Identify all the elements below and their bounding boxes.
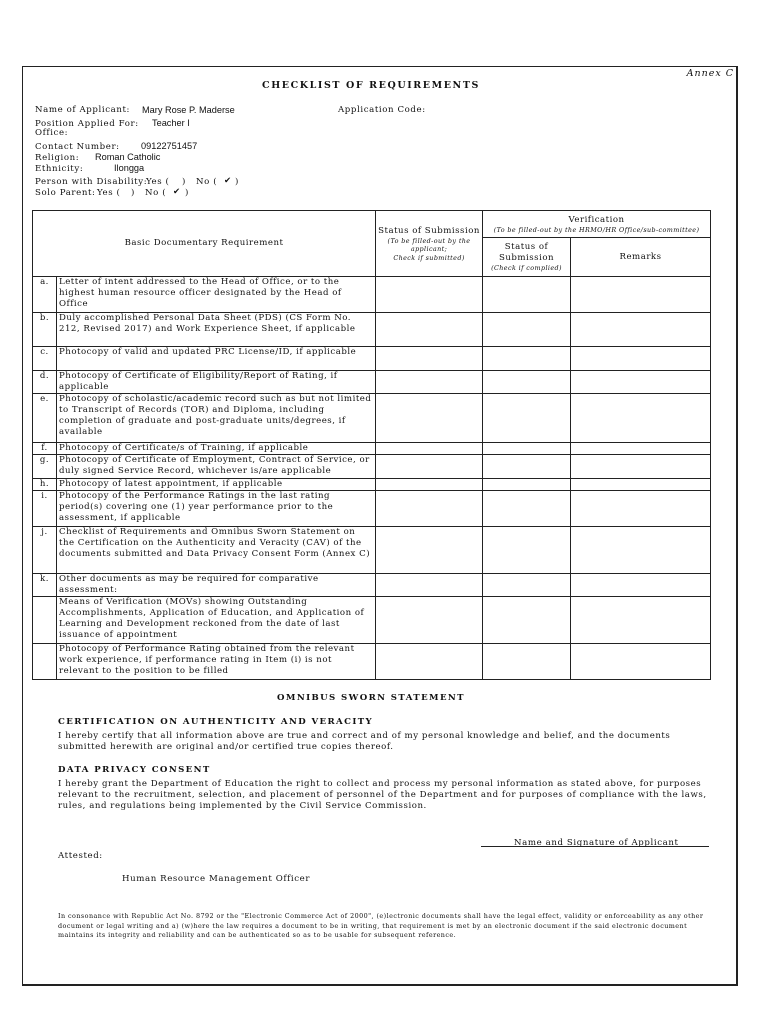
row-text: Photocopy of latest appointment, if applicable <box>57 479 376 491</box>
certification-text: I hereby certify that all information above are true and correct and of my personal knowledge and belief, and the documents submitted herewith are original and/or certified true copies thereof. <box>58 731 671 752</box>
row-text: Photocopy of valid and updated PRC License/ID, if applicable <box>57 347 376 371</box>
row-text: Letter of intent addressed to the Head of Office, or to the highest human resource officer designated by the Head of Office <box>57 277 376 313</box>
verification-title: Verification <box>568 214 625 225</box>
office-label: Office: <box>35 128 69 138</box>
ver-status-cell[interactable] <box>483 479 571 491</box>
status-cell[interactable] <box>376 371 483 394</box>
name-value[interactable]: Mary Rose P. Maderse <box>142 105 235 115</box>
omnibus-title: OMNIBUS SWORN STATEMENT <box>277 693 465 703</box>
solo-no[interactable]: No ( <box>145 188 167 198</box>
status-cell[interactable] <box>376 277 483 313</box>
verification-header <box>483 211 711 238</box>
footnote: In consonance with Republic Act No. 8792 or the "Electronic Commerce Act of 2000", (e)lectronic documents shall have the legal effect, validity or enforceability as any other document or legal writing and a) (w)here the law requires a document to be in writing, that requirement is met by an electronic document if the said electronic document maintains its integrity and reliability and can be authenticated so as to be usable for subsequent reference. <box>58 912 704 939</box>
ver-status-note: (Check if complied) <box>491 263 562 272</box>
pwd-no-close: ) <box>235 177 239 187</box>
status-cell[interactable] <box>376 644 483 680</box>
row-text: Photocopy of Performance Rating obtained from the relevant work experience, if performance rating in Item (i) is not relevant to the position to be filled <box>57 644 376 680</box>
status-cell[interactable] <box>376 491 483 527</box>
requirements-body <box>33 277 711 680</box>
pwd-label: Person with Disability: <box>35 177 148 187</box>
remarks-cell[interactable] <box>571 597 711 644</box>
row-text: Checklist of Requirements and Omnibus Sworn Statement on the Certification on the Authenticity and Veracity (CAV) of the documents submitted and Data Privacy Consent Form (Annex C) <box>57 527 376 574</box>
remarks-cell[interactable] <box>571 644 711 680</box>
status-cell[interactable] <box>376 347 483 371</box>
ethnicity-label: Ethnicity: <box>35 164 84 174</box>
privacy-title: DATA PRIVACY CONSENT <box>58 765 211 775</box>
ver-status-cell[interactable] <box>483 371 571 394</box>
position-value[interactable]: Teacher I <box>152 118 190 128</box>
row-text: Photocopy of Certificate/s of Training, if applicable <box>57 443 376 455</box>
position-label: Position Applied For: <box>35 119 139 129</box>
row-index: j. <box>33 527 57 574</box>
solo-no-check-icon: ✔ <box>173 187 181 197</box>
ver-status-cell[interactable] <box>483 277 571 313</box>
remarks-cell[interactable] <box>571 347 711 371</box>
row-index: k. <box>33 574 57 597</box>
status-cell[interactable] <box>376 394 483 443</box>
row-text: Means of Verification (MOVs) showing Outstanding Accomplishments, Application of Education, and Application of Learning and Development reckoned from the date of last issuance of appointment <box>57 597 376 644</box>
row-text: Duly accomplished Personal Data Sheet (PDS) (CS Form No. 212, Revised 2017) and Work Experience Sheet, if applicable <box>57 313 376 347</box>
religion-value[interactable]: Roman Catholic <box>95 152 161 162</box>
status-cell[interactable] <box>376 313 483 347</box>
row-index: g. <box>33 455 57 479</box>
requirements-table <box>32 210 711 680</box>
status-cell[interactable] <box>376 527 483 574</box>
certification-title: CERTIFICATION ON AUTHENTICITY AND VERACITY <box>58 717 374 727</box>
ver-status-cell[interactable] <box>483 597 571 644</box>
remarks-cell[interactable] <box>571 277 711 313</box>
ver-status-cell[interactable] <box>483 313 571 347</box>
row-index: e. <box>33 394 57 443</box>
row-text: Photocopy of the Performance Ratings in the last rating period(s) covering one (1) year performance prior to the assessment, if applicable <box>57 491 376 527</box>
hrmo-label: Human Resource Management Officer <box>122 874 311 884</box>
status-header-title: Status of Submission <box>378 225 480 236</box>
annex-label: Annex C <box>686 68 734 79</box>
row-index: i. <box>33 491 57 527</box>
remarks-cell[interactable] <box>571 527 711 574</box>
row-index: d. <box>33 371 57 394</box>
verification-note: (To be filled-out by the HRMO/HR Office/sub-committee) <box>493 225 700 234</box>
pwd-yes-close: ) <box>182 177 186 187</box>
privacy-text: I hereby grant the Department of Education the right to collect and process my personal information as stated above, for purposes relevant to the recruitment, selection, and placement of personnel of the Department and for purposes of compliance with the laws, rules, and regulations being implemented by the Civil Service Commission. <box>58 779 707 811</box>
ver-status-cell[interactable] <box>483 394 571 443</box>
ver-status-header <box>483 238 571 277</box>
ver-status-cell[interactable] <box>483 443 571 455</box>
row-index <box>33 644 57 680</box>
solo-yes-close: ) <box>131 188 135 198</box>
status-cell[interactable] <box>376 597 483 644</box>
row-index: c. <box>33 347 57 371</box>
pwd-no-check-icon: ✔ <box>224 176 232 186</box>
row-index: f. <box>33 443 57 455</box>
row-index: a. <box>33 277 57 313</box>
application-code-label: Application Code: <box>338 105 426 115</box>
religion-label: Religion: <box>35 153 80 163</box>
status-cell[interactable] <box>376 443 483 455</box>
solo-yes[interactable]: Yes ( <box>97 188 121 198</box>
row-index <box>33 597 57 644</box>
pwd-no[interactable]: No ( <box>196 177 218 187</box>
remarks-cell[interactable] <box>571 479 711 491</box>
remarks-cell[interactable] <box>571 455 711 479</box>
remarks-cell[interactable] <box>571 313 711 347</box>
solo-no-close: ) <box>185 188 189 198</box>
row-text: Photocopy of Certificate of Eligibility/Report of Rating, if applicable <box>57 371 376 394</box>
status-header-note1: (To be filled-out by the applicant; <box>387 236 471 254</box>
remarks-header: Remarks <box>571 238 711 277</box>
row-index: h. <box>33 479 57 491</box>
row-text: Photocopy of scholastic/academic record such as but not limited to Transcript of Records (TOR) and Diploma, including completion of graduate and post-graduate units/degrees, if available <box>57 394 376 443</box>
ver-status-cell[interactable] <box>483 455 571 479</box>
row-index: b. <box>33 313 57 347</box>
remarks-cell[interactable] <box>571 394 711 443</box>
solo-parent-label: Solo Parent: <box>35 188 96 198</box>
ver-status-cell[interactable] <box>483 491 571 527</box>
ver-status-cell[interactable] <box>483 644 571 680</box>
row-text: Other documents as may be required for comparative assessment: <box>57 574 376 597</box>
status-cell[interactable] <box>376 455 483 479</box>
page-title: CHECKLIST OF REQUIREMENTS <box>262 80 480 91</box>
status-cell[interactable] <box>376 574 483 597</box>
status-header-note2: Check if submitted) <box>393 253 465 262</box>
signature-line[interactable] <box>481 846 709 847</box>
contact-label: Contact Number: <box>35 142 120 152</box>
attested-label: Attested: <box>58 851 103 861</box>
requirement-header: Basic Documentary Requirement <box>33 211 376 277</box>
ver-status-title: Status of Submission <box>498 241 555 263</box>
remarks-cell[interactable] <box>571 491 711 527</box>
remarks-cell[interactable] <box>571 443 711 455</box>
remarks-cell[interactable] <box>571 574 711 597</box>
ver-status-cell[interactable] <box>483 527 571 574</box>
signature-label: Name and Signature of Applicant <box>514 838 679 848</box>
remarks-cell[interactable] <box>571 371 711 394</box>
status-cell[interactable] <box>376 479 483 491</box>
row-text: Photocopy of Certificate of Employment, Contract of Service, or duly signed Service Record, whichever is/are applicable <box>57 455 376 479</box>
contact-value[interactable]: 09122751457 <box>141 141 198 151</box>
pwd-yes[interactable]: Yes ( <box>146 177 170 187</box>
ver-status-cell[interactable] <box>483 574 571 597</box>
ver-status-cell[interactable] <box>483 347 571 371</box>
name-label: Name of Applicant: <box>35 105 131 115</box>
ethnicity-value[interactable]: Ilongga <box>114 163 145 173</box>
status-header <box>376 211 483 277</box>
